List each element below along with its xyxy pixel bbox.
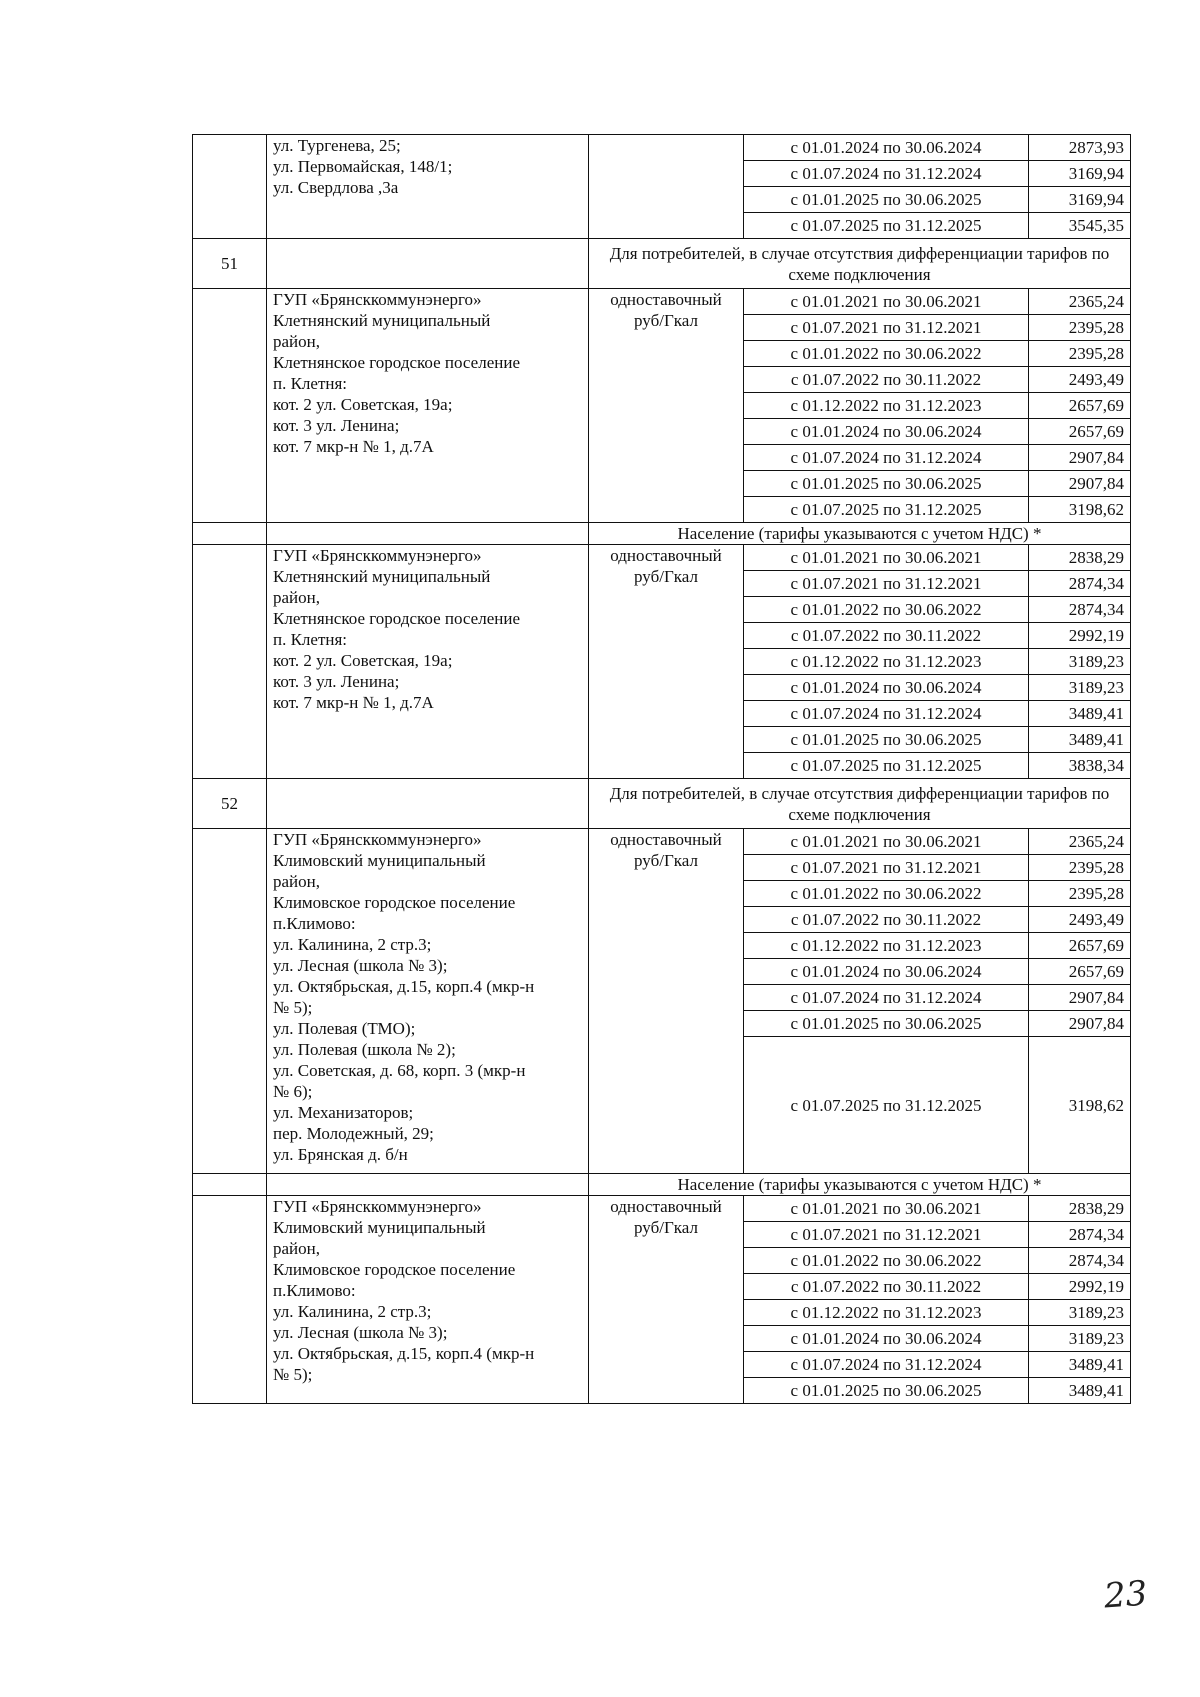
organization-cell (267, 545, 589, 779)
organization-line: п. Клетня: (273, 374, 348, 393)
tariff-price: 2395,28 (1029, 341, 1131, 367)
organization-line: Климовский муниципальный (273, 851, 486, 870)
tariff-price: 2657,69 (1029, 959, 1131, 985)
tariff-period: с 01.07.2025 по 31.12.2025 (744, 753, 1029, 779)
tariff-price: 3198,62 (1029, 1037, 1131, 1174)
organization-line: кот. 2 ул. Советская, 19а; (273, 395, 453, 414)
organization-line: кот. 3 ул. Ленина; (273, 416, 400, 435)
tariff-price: 2874,34 (1029, 597, 1131, 623)
tariff-price: 2992,19 (1029, 623, 1131, 649)
organization-line: ул. Лесная (школа № 3); (273, 1323, 448, 1342)
tariff-price: 2657,69 (1029, 933, 1131, 959)
tariff-row (193, 545, 1131, 571)
organization-line: Клетнянское городское поселение (273, 609, 520, 628)
organization-line: Клетнянский муниципальный (273, 567, 491, 586)
organization-line: ул. Октябрьская, д.15, корп.4 (мкр-н (273, 977, 535, 996)
tariff-period: с 01.07.2021 по 31.12.2021 (744, 571, 1029, 597)
organization-line: ул. Лесная (школа № 3); (273, 956, 448, 975)
population-header-row (193, 523, 1131, 545)
tariff-price: 2874,34 (1029, 1222, 1131, 1248)
tariff-unit: одноставочный руб/Гкал (589, 545, 744, 779)
tariff-period: с 01.07.2024 по 31.12.2024 (744, 1352, 1029, 1378)
tariff-period: с 01.01.2024 по 30.06.2024 (744, 1326, 1029, 1352)
consumer-header: Для потребителей, в случае отсутствия дифференциации тарифов по схеме подключения (589, 239, 1131, 289)
organization-line: район, (273, 332, 320, 351)
tariff-period: с 01.01.2021 по 30.06.2021 (744, 289, 1029, 315)
tariff-period: с 01.01.2025 по 30.06.2025 (744, 1378, 1029, 1404)
tariff-period: с 01.01.2022 по 30.06.2022 (744, 881, 1029, 907)
entry-header-row (193, 239, 1131, 289)
tariff-price: 2657,69 (1029, 393, 1131, 419)
tariff-price: 2873,93 (1029, 135, 1131, 161)
tariff-period: с 01.07.2021 по 31.12.2021 (744, 315, 1029, 341)
organization-line: № 5); (273, 1365, 313, 1384)
tariff-price: 3198,62 (1029, 497, 1131, 523)
consumer-header: Для потребителей, в случае отсутствия дифференциации тарифов по схеме подключения (589, 779, 1131, 829)
organization-line: район, (273, 588, 320, 607)
tariff-price: 3489,41 (1029, 1352, 1131, 1378)
tariff-period: с 01.07.2025 по 31.12.2025 (744, 213, 1029, 239)
organization-line: кот. 2 ул. Советская, 19а; (273, 651, 453, 670)
empty-cell (267, 239, 589, 289)
tariff-period: с 01.01.2021 по 30.06.2021 (744, 1196, 1029, 1222)
empty-cell (193, 829, 267, 1174)
tariff-period: с 01.07.2024 по 31.12.2024 (744, 701, 1029, 727)
tariff-period: с 01.12.2022 по 31.12.2023 (744, 393, 1029, 419)
empty-cell (589, 135, 744, 239)
tariff-period: с 01.07.2024 по 31.12.2024 (744, 445, 1029, 471)
entry-number (193, 523, 267, 545)
empty-cell (193, 289, 267, 523)
tariff-period: с 01.07.2024 по 31.12.2024 (744, 985, 1029, 1011)
organization-line: № 5); (273, 998, 313, 1017)
tariff-price: 2874,34 (1029, 571, 1131, 597)
tariff-period: с 01.01.2025 по 30.06.2025 (744, 187, 1029, 213)
organization-line: район, (273, 872, 320, 891)
tariff-period: с 01.01.2024 по 30.06.2024 (744, 675, 1029, 701)
tariff-period: с 01.07.2025 по 31.12.2025 (744, 497, 1029, 523)
tariff-period: с 01.01.2022 по 30.06.2022 (744, 1248, 1029, 1274)
organization-cell (267, 289, 589, 523)
tariff-price: 3189,23 (1029, 675, 1131, 701)
entry-header-row (193, 779, 1131, 829)
organization-line: кот. 7 мкр-н № 1, д.7А (273, 693, 434, 712)
tariff-price: 2907,84 (1029, 471, 1131, 497)
tariff-period: с 01.07.2021 по 31.12.2021 (744, 855, 1029, 881)
tariff-price: 2992,19 (1029, 1274, 1131, 1300)
empty-cell (193, 135, 267, 239)
empty-cell (267, 1174, 589, 1196)
organization-line: Климовский муниципальный (273, 1218, 486, 1237)
population-header-row (193, 1174, 1131, 1196)
tariff-price: 3838,34 (1029, 753, 1131, 779)
tariff-period: с 01.01.2021 по 30.06.2021 (744, 829, 1029, 855)
entry-number: 51 (193, 239, 267, 289)
tariff-price: 3169,94 (1029, 161, 1131, 187)
organization-cell (267, 135, 589, 239)
organization-line: ул. Брянская д. б/н (273, 1145, 408, 1164)
tariff-period: с 01.01.2024 по 30.06.2024 (744, 959, 1029, 985)
tariff-price: 2493,49 (1029, 367, 1131, 393)
organization-line: район, (273, 1239, 320, 1258)
organization-line: ул. Тургенева, 25; (273, 136, 401, 155)
organization-line: ул. Первомайская, 148/1; (273, 157, 453, 176)
empty-cell (193, 1196, 267, 1404)
tariff-price: 3189,23 (1029, 1326, 1131, 1352)
population-header: Население (тарифы указываются с учетом НДС) * (589, 523, 1131, 545)
organization-line: ул. Полевая (ТМО); (273, 1019, 416, 1038)
tariff-row (193, 1196, 1131, 1222)
organization-cell (267, 829, 589, 1174)
tariff-price: 2365,24 (1029, 829, 1131, 855)
tariff-price: 2874,34 (1029, 1248, 1131, 1274)
organization-line: кот. 3 ул. Ленина; (273, 672, 400, 691)
tariff-price: 2907,84 (1029, 445, 1131, 471)
population-header: Население (тарифы указываются с учетом НДС) * (589, 1174, 1131, 1196)
tariff-period: с 01.07.2022 по 30.11.2022 (744, 367, 1029, 393)
organization-line: ул. Калинина, 2 стр.3; (273, 935, 432, 954)
entry-number (193, 1174, 267, 1196)
entry-number: 52 (193, 779, 267, 829)
tariff-unit: одноставочный руб/Гкал (589, 829, 744, 1174)
tariff-period: с 01.01.2021 по 30.06.2021 (744, 545, 1029, 571)
organization-line: кот. 7 мкр-н № 1, д.7А (273, 437, 434, 456)
tariff-price: 3189,23 (1029, 649, 1131, 675)
organization-line: ГУП «Брянсккоммунэнерго» (273, 1197, 482, 1216)
organization-line: ГУП «Брянсккоммунэнерго» (273, 830, 482, 849)
tariff-price: 3545,35 (1029, 213, 1131, 239)
organization-line: № 6); (273, 1082, 313, 1101)
tariff-period: с 01.07.2022 по 30.11.2022 (744, 623, 1029, 649)
organization-line: ул. Полевая (школа № 2); (273, 1040, 456, 1059)
organization-line: п.Климово: (273, 914, 356, 933)
organization-line: ул. Калинина, 2 стр.3; (273, 1302, 432, 1321)
tariff-row (193, 289, 1131, 315)
tariff-row (193, 135, 1131, 161)
tariff-unit: одноставочный руб/Гкал (589, 1196, 744, 1404)
organization-line: Клетнянское городское поселение (273, 353, 520, 372)
tariff-price: 2395,28 (1029, 315, 1131, 341)
organization-line: п.Климово: (273, 1281, 356, 1300)
organization-line: Клетнянский муниципальный (273, 311, 491, 330)
tariff-price: 2907,84 (1029, 1011, 1131, 1037)
organization-line: ул. Октябрьская, д.15, корп.4 (мкр-н (273, 1344, 535, 1363)
organization-line: ГУП «Брянсккоммунэнерго» (273, 290, 482, 309)
tariff-period: с 01.12.2022 по 31.12.2023 (744, 649, 1029, 675)
tariff-period: с 01.01.2022 по 30.06.2022 (744, 597, 1029, 623)
tariff-period: с 01.12.2022 по 31.12.2023 (744, 933, 1029, 959)
tariff-period: с 01.07.2021 по 31.12.2021 (744, 1222, 1029, 1248)
organization-line: Климовское городское поселение (273, 1260, 516, 1279)
empty-cell (267, 779, 589, 829)
empty-cell (267, 523, 589, 545)
page-number: 23 (1102, 1573, 1149, 1617)
tariff-period: с 01.01.2022 по 30.06.2022 (744, 341, 1029, 367)
tariff-period: с 01.01.2025 по 30.06.2025 (744, 1011, 1029, 1037)
tariff-period: с 01.01.2025 по 30.06.2025 (744, 727, 1029, 753)
tariff-period: с 01.07.2022 по 30.11.2022 (744, 907, 1029, 933)
tariff-unit: одноставочный руб/Гкал (589, 289, 744, 523)
tariff-period: с 01.01.2025 по 30.06.2025 (744, 471, 1029, 497)
organization-line: пер. Молодежный, 29; (273, 1124, 434, 1143)
organization-line: п. Клетня: (273, 630, 348, 649)
organization-line: ГУП «Брянсккоммунэнерго» (273, 546, 482, 565)
tariff-price: 3489,41 (1029, 701, 1131, 727)
tariff-period: с 01.07.2025 по 31.12.2025 (744, 1037, 1029, 1174)
organization-line: ул. Механизаторов; (273, 1103, 414, 1122)
tariff-period: с 01.01.2024 по 30.06.2024 (744, 135, 1029, 161)
organization-line: ул. Свердлова ,3а (273, 178, 399, 197)
tariff-price: 2907,84 (1029, 985, 1131, 1011)
tariff-price: 3489,41 (1029, 1378, 1131, 1404)
tariff-price: 2395,28 (1029, 881, 1131, 907)
tariff-price: 2657,69 (1029, 419, 1131, 445)
empty-cell (193, 545, 267, 779)
tariff-price: 3169,94 (1029, 187, 1131, 213)
tariff-price: 2365,24 (1029, 289, 1131, 315)
tariff-row (193, 829, 1131, 855)
tariff-price: 2395,28 (1029, 855, 1131, 881)
tariff-table (192, 134, 1131, 1404)
tariff-price: 3489,41 (1029, 727, 1131, 753)
tariff-period: с 01.07.2024 по 31.12.2024 (744, 161, 1029, 187)
tariff-period: с 01.01.2024 по 30.06.2024 (744, 419, 1029, 445)
organization-cell (267, 1196, 589, 1404)
organization-line: Климовское городское поселение (273, 893, 516, 912)
tariff-period: с 01.07.2022 по 30.11.2022 (744, 1274, 1029, 1300)
tariff-price: 2493,49 (1029, 907, 1131, 933)
tariff-price: 2838,29 (1029, 545, 1131, 571)
tariff-price: 2838,29 (1029, 1196, 1131, 1222)
tariff-period: с 01.12.2022 по 31.12.2023 (744, 1300, 1029, 1326)
organization-line: ул. Советская, д. 68, корп. 3 (мкр-н (273, 1061, 526, 1080)
tariff-price: 3189,23 (1029, 1300, 1131, 1326)
